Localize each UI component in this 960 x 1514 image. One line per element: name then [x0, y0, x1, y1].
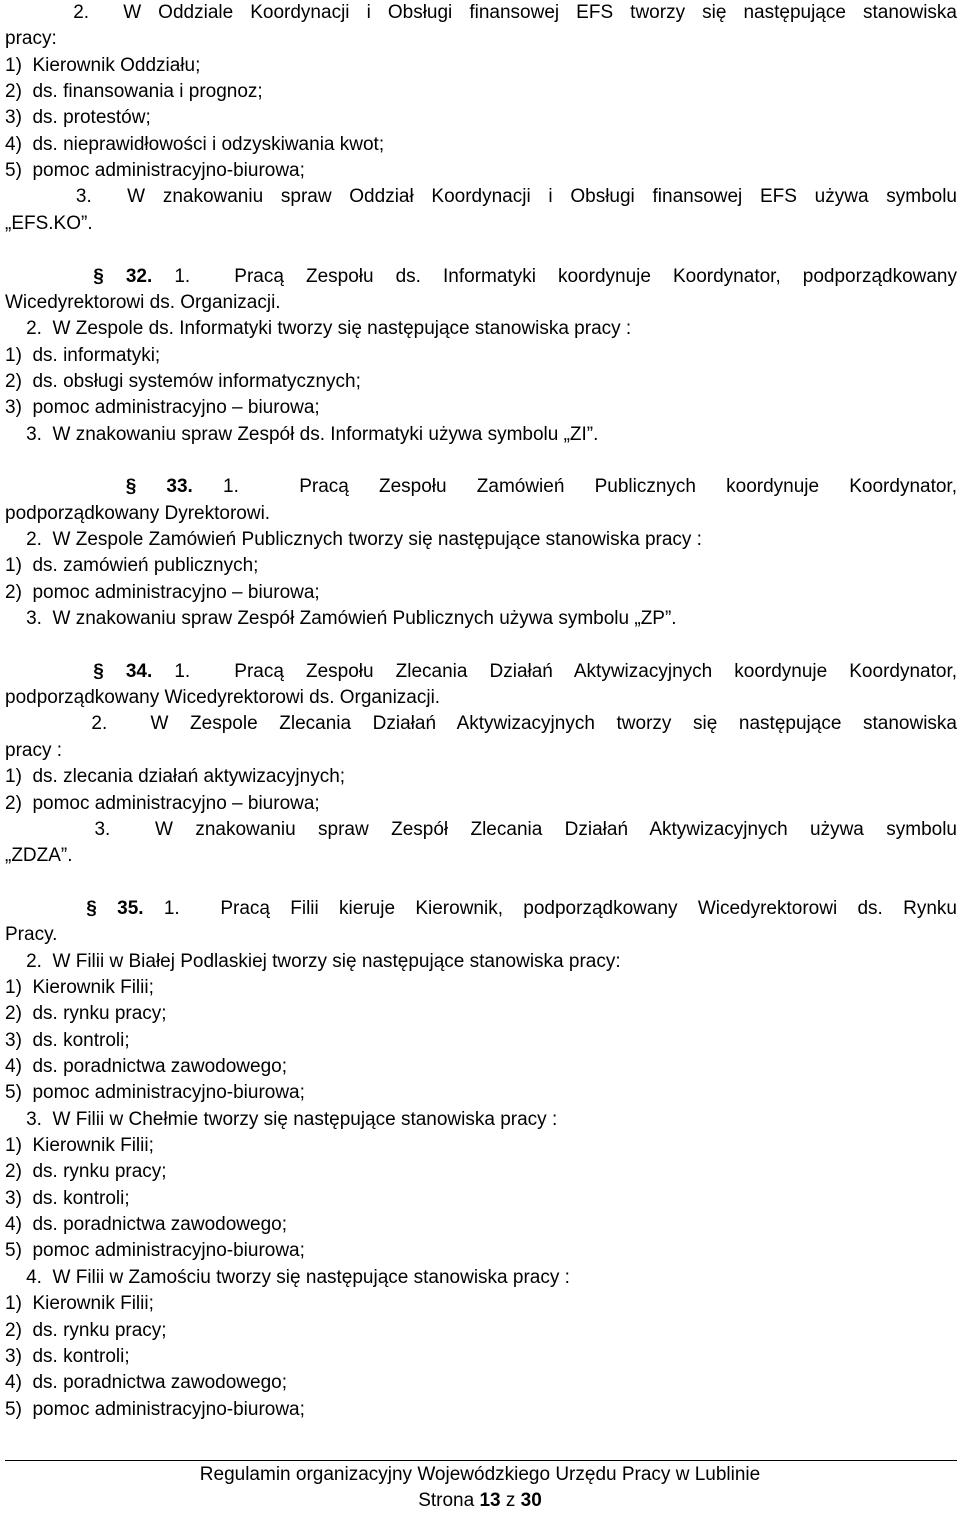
text-line [5, 422, 957, 448]
text-segment: 3. W znakowaniu spraw Zespół Zlecania Działań Aktywizacyjnych używa symbolu [5, 818, 957, 840]
blank-line [5, 870, 957, 896]
text-line [5, 1054, 957, 1080]
text-line [5, 1080, 957, 1106]
text-line [5, 474, 957, 500]
text-segment: podporządkowany Wicedyrektorowi ds. Organizacji. [5, 687, 441, 709]
text-segment: 3) ds. kontroli; [5, 1187, 130, 1209]
text-line [5, 1344, 957, 1370]
text-segment: 1) Kierownik Filii; [5, 976, 154, 998]
paragraph-number: § 35. [86, 897, 144, 919]
text-line [5, 711, 957, 737]
text-line [5, 659, 957, 685]
text-segment: 5) pomoc administracyjno-biurowa; [5, 160, 305, 182]
text-segment: 3) pomoc administracyjno – biurowa; [5, 397, 320, 419]
text-segment: 2) pomoc administracyjno – biurowa; [5, 581, 320, 603]
text-line [5, 1133, 957, 1159]
text-segment [5, 661, 93, 682]
text-line [5, 501, 957, 527]
text-line [5, 896, 957, 922]
text-segment [5, 476, 126, 497]
text-line [5, 184, 957, 210]
text-segment [5, 266, 93, 287]
text-segment: 1. Pracą Zespołu Zlecania Działań Aktywizacyjnych koordynuje Koordynator, [152, 660, 958, 682]
paragraph-number: § 32. [93, 265, 153, 287]
text-segment: 4. W Filii w Zamościu tworzy się następujące stanowiska pracy : [5, 1266, 570, 1288]
text-line [5, 1397, 957, 1423]
text-segment: 3. W znakowaniu spraw Zespół ds. Informatyki używa symbolu „ZI”. [5, 423, 599, 445]
text-segment: 2) ds. rynku pracy; [5, 1161, 167, 1183]
text-segment: podporządkowany Dyrektorowi. [5, 502, 271, 524]
text-segment: 1. Pracą Zespołu ds. Informatyki koordynuje Koordynator, podporządkowany [152, 265, 957, 287]
text-segment: pracy: [5, 28, 57, 50]
text-line [5, 0, 957, 26]
text-line [5, 791, 957, 817]
text-segment: 1) Kierownik Filii; [5, 1293, 154, 1315]
text-segment: pracy : [5, 739, 63, 761]
text-segment: 2) ds. rynku pracy; [5, 1319, 167, 1341]
blank-line [5, 448, 957, 474]
footer-divider [5, 1460, 957, 1461]
text-segment: 1. Pracą Filii kieruje Kierownik, podporządkowany Wicedyrektorowi ds. Rynku [143, 897, 958, 919]
text-segment: 5) pomoc administracyjno-biurowa; [5, 1398, 305, 1420]
text-segment: 3. W Filii w Chełmie tworzy się następujące stanowiska pracy : [5, 1108, 558, 1130]
text-segment: 1) Kierownik Filii; [5, 1135, 154, 1157]
text-line [5, 843, 957, 869]
text-line [5, 764, 957, 790]
text-line [5, 1186, 957, 1212]
text-segment: 4) ds. poradnictwa zawodowego; [5, 1372, 287, 1394]
text-segment: 4) ds. poradnictwa zawodowego; [5, 1056, 287, 1077]
text-segment: 2. W Oddziale Koordynacji i Obsługi finansowej EFS tworzy się następujące stanowiska [5, 2, 957, 23]
text-line [5, 316, 957, 342]
text-segment: 3) ds. kontroli; [5, 1345, 130, 1367]
text-line [5, 1028, 957, 1054]
text-line [5, 158, 957, 184]
blank-line [5, 237, 957, 263]
page-current: 13 [479, 1490, 501, 1511]
text-line [5, 132, 957, 158]
text-segment: Pracy. [5, 924, 58, 946]
text-line [5, 580, 957, 606]
text-line [5, 79, 957, 105]
text-line [5, 606, 957, 632]
page-number [0, 1488, 960, 1514]
text-line [5, 685, 957, 711]
text-line [5, 1370, 957, 1396]
text-segment: 4) ds. poradnictwa zawodowego; [5, 1214, 287, 1236]
text-segment: 1) Kierownik Oddziału; [5, 54, 201, 76]
page-number-prefix: Strona [418, 1490, 480, 1511]
text-line [5, 1318, 957, 1344]
text-line [5, 1238, 957, 1264]
text-segment: 3. W znakowaniu spraw Oddział Koordynacji i Obsługi finansowej EFS używa symbolu [5, 186, 957, 208]
text-line [5, 211, 957, 237]
text-line [5, 553, 957, 579]
text-segment: „ZDZA”. [5, 845, 73, 867]
text-segment: 2) ds. finansowania i prognoz; [5, 81, 263, 103]
blank-line [5, 632, 957, 658]
text-segment: 4) ds. nieprawidłowości i odzyskiwania kwot; [5, 133, 385, 155]
text-line [5, 264, 957, 290]
text-line [5, 1212, 957, 1238]
text-line [5, 1265, 957, 1291]
text-line [5, 1107, 957, 1133]
text-line [5, 343, 957, 369]
text-segment: 2) ds. obsługi systemów informatycznych; [5, 370, 361, 392]
text-line [5, 1001, 957, 1027]
text-segment: 1) ds. zamówień publicznych; [5, 555, 259, 577]
text-segment: 2. W Filii w Białej Podlaskiej tworzy się następujące stanowiska pracy: [5, 950, 621, 972]
text-segment: 2) ds. rynku pracy; [5, 1003, 167, 1025]
text-segment: 1) ds. zlecania działań aktywizacyjnych; [5, 766, 346, 788]
text-line [5, 53, 957, 79]
text-line [5, 369, 957, 395]
text-line [5, 949, 957, 975]
text-segment [5, 898, 86, 919]
text-segment: 3) ds. protestów; [5, 107, 151, 129]
text-line [5, 395, 957, 421]
text-segment: 1. Pracą Zespołu Zamówień Publicznych koordynuje Koordynator, [192, 476, 957, 498]
footer-title: Regulamin organizacyjny Wojewódzkiego Urzędu Pracy w Lublinie [199, 1464, 761, 1485]
text-line [5, 738, 957, 764]
text-segment: 3. W znakowaniu spraw Zespół Zamówień Publicznych używa symbolu „ZP”. [5, 608, 677, 630]
text-segment: 1) ds. informatyki; [5, 344, 161, 366]
text-line [5, 922, 957, 948]
page-number-separator: z [500, 1490, 521, 1511]
paragraph-number: § 34. [93, 660, 153, 682]
text-line [5, 817, 957, 843]
text-segment: 2. W Zespole ds. Informatyki tworzy się następujące stanowiska pracy : [5, 318, 632, 340]
text-segment: 3) ds. kontroli; [5, 1029, 130, 1051]
text-segment: 2. W Zespole Zamówień Publicznych tworzy się następujące stanowiska pracy : [5, 529, 702, 550]
text-line [5, 1291, 957, 1317]
text-segment: 2) pomoc administracyjno – biurowa; [5, 792, 320, 814]
text-segment: „EFS.KO”. [5, 212, 93, 234]
text-line [5, 975, 957, 1001]
page-total: 30 [520, 1490, 542, 1511]
text-line [5, 26, 957, 52]
text-segment: Wicedyrektorowi ds. Organizacji. [5, 291, 281, 313]
text-segment: 5) pomoc administracyjno-biurowa; [5, 1082, 305, 1104]
text-segment: 5) pomoc administracyjno-biurowa; [5, 1240, 305, 1262]
paragraph-number: § 33. [125, 476, 193, 498]
text-line [5, 1159, 957, 1185]
text-line [5, 527, 957, 553]
text-line [5, 105, 957, 131]
text-segment: 2. W Zespole Zlecania Działań Aktywizacyjnych tworzy się następujące stanowiska [5, 713, 957, 735]
text-line [5, 290, 957, 316]
